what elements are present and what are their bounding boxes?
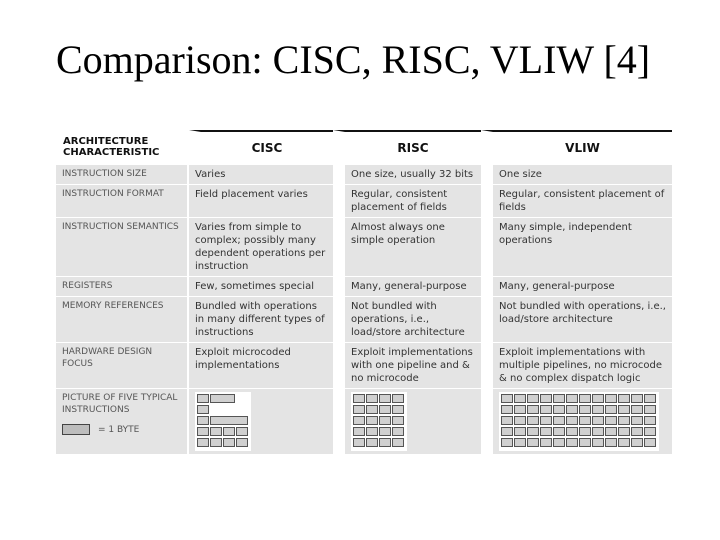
byte-cell [527, 394, 539, 403]
byte-cell [501, 416, 513, 425]
byte-cell [379, 416, 391, 425]
byte-cell [553, 416, 565, 425]
risc-value: One size, usually 32 bits [333, 164, 481, 184]
byte-cell [353, 394, 365, 403]
vliw-value: Regular, consistent placement of fields [481, 184, 672, 217]
risc-value: Many, general-purpose [333, 276, 481, 296]
byte-cell [236, 427, 248, 436]
instruction-bar [353, 438, 405, 448]
byte-cell [566, 427, 578, 436]
table-row [56, 184, 672, 217]
byte-cell [605, 427, 617, 436]
instruction-bar [353, 405, 405, 415]
byte-cell [527, 427, 539, 436]
byte-cell [366, 394, 378, 403]
byte-cell [353, 405, 365, 414]
byte-cell [514, 438, 526, 447]
byte-cell [236, 438, 248, 447]
instruction-bar [501, 427, 657, 437]
byte-cell [197, 416, 209, 425]
byte-cell [392, 416, 404, 425]
cisc-byte-diagram [195, 392, 251, 451]
table-row [56, 296, 672, 342]
byte-cell [210, 394, 235, 403]
byte-cell [631, 416, 643, 425]
byte-cell [618, 438, 630, 447]
byte-cell [392, 405, 404, 414]
byte-cell [353, 416, 365, 425]
risc-byte-diagram [351, 392, 407, 451]
byte-cell [553, 427, 565, 436]
byte-cell [579, 438, 591, 447]
byte-cell [631, 438, 643, 447]
byte-cell [197, 427, 209, 436]
risc-value: Not bundled with operations, i.e., load/store architecture [333, 296, 481, 342]
byte-cell [540, 394, 552, 403]
cisc-value: Varies from simple to complex; possibly many dependent operations per instruction [189, 217, 333, 276]
byte-cell [527, 438, 539, 447]
vliw-instruction-picture [481, 388, 672, 454]
byte-cell [605, 438, 617, 447]
byte-cell [527, 416, 539, 425]
byte-cell [540, 405, 552, 414]
instruction-bar [353, 416, 405, 426]
instruction-bar [197, 427, 249, 437]
byte-cell [605, 394, 617, 403]
byte-cell [527, 405, 539, 414]
byte-cell [366, 427, 378, 436]
table-row [56, 276, 672, 296]
byte-cell [210, 416, 248, 425]
cisc-value: Field placement varies [189, 184, 333, 217]
byte-cell [540, 427, 552, 436]
risc-value: Almost always one simple operation [333, 217, 481, 276]
byte-cell [631, 394, 643, 403]
byte-cell [540, 438, 552, 447]
byte-cell [631, 405, 643, 414]
instruction-bar [197, 394, 249, 404]
vliw-byte-diagram [499, 392, 659, 451]
byte-cell [366, 405, 378, 414]
byte-cell [644, 405, 656, 414]
table-row [56, 217, 672, 276]
byte-legend-label: = 1 BYTE [98, 425, 140, 435]
byte-cell [501, 427, 513, 436]
vliw-value: Exploit implementations with multiple pipelines, no microcode & no complex dispatch logic [481, 342, 672, 388]
byte-cell [618, 405, 630, 414]
byte-cell [379, 394, 391, 403]
table-row [56, 164, 672, 184]
byte-cell [540, 416, 552, 425]
byte-cell [366, 438, 378, 447]
byte-cell [618, 394, 630, 403]
byte-cell [353, 427, 365, 436]
byte-cell [566, 416, 578, 425]
byte-cell [553, 405, 565, 414]
byte-cell [514, 416, 526, 425]
cisc-value: Exploit microcoded implementations [189, 342, 333, 388]
header-cisc: CISC [189, 130, 333, 164]
vliw-value: One size [481, 164, 672, 184]
header-vliw: VLIW [481, 130, 672, 164]
byte-cell [223, 427, 235, 436]
risc-instruction-picture [333, 388, 481, 454]
byte-cell [392, 394, 404, 403]
byte-cell [210, 438, 222, 447]
instruction-bar [501, 438, 657, 448]
byte-cell [644, 438, 656, 447]
picture-row-label-cell [56, 388, 189, 454]
byte-cell [197, 405, 209, 414]
instruction-bar [353, 394, 405, 404]
byte-cell [566, 405, 578, 414]
byte-cell [392, 427, 404, 436]
byte-cell [379, 438, 391, 447]
byte-cell [514, 427, 526, 436]
byte-cell [592, 427, 604, 436]
header-risc: RISC [333, 130, 481, 164]
byte-cell [566, 394, 578, 403]
byte-legend [62, 424, 181, 436]
instruction-bar [197, 416, 249, 426]
header-characteristic: ARCHITECTURE CHARACTERISTIC [56, 130, 189, 164]
byte-cell [592, 394, 604, 403]
byte-cell [579, 416, 591, 425]
byte-cell [605, 405, 617, 414]
byte-cell [644, 427, 656, 436]
byte-cell [644, 416, 656, 425]
row-label: INSTRUCTION SEMANTICS [56, 217, 189, 276]
row-label: HARDWARE DESIGN FOCUS [56, 342, 189, 388]
cisc-value: Few, sometimes special [189, 276, 333, 296]
byte-cell [592, 416, 604, 425]
byte-cell [501, 405, 513, 414]
instruction-bar [353, 427, 405, 437]
byte-cell [553, 438, 565, 447]
comparison-table [56, 130, 672, 454]
cisc-instruction-picture [189, 388, 333, 454]
byte-cell [392, 438, 404, 447]
byte-cell [618, 416, 630, 425]
cisc-value: Bundled with operations in many different types of instructions [189, 296, 333, 342]
vliw-value: Many, general-purpose [481, 276, 672, 296]
byte-cell [223, 438, 235, 447]
byte-cell [566, 438, 578, 447]
instruction-bar [197, 438, 249, 448]
row-label: MEMORY REFERENCES [56, 296, 189, 342]
row-label: REGISTERS [56, 276, 189, 296]
byte-legend-swatch [62, 424, 90, 435]
risc-value: Regular, consistent placement of fields [333, 184, 481, 217]
byte-cell [579, 427, 591, 436]
vliw-value: Many simple, independent operations [481, 217, 672, 276]
risc-value: Exploit implementations with one pipeline and & no microcode [333, 342, 481, 388]
byte-cell [379, 405, 391, 414]
byte-cell [592, 438, 604, 447]
byte-cell [501, 438, 513, 447]
byte-cell [379, 427, 391, 436]
row-label: INSTRUCTION SIZE [56, 164, 189, 184]
byte-cell [579, 394, 591, 403]
byte-cell [592, 405, 604, 414]
row-label: PICTURE OF FIVE TYPICAL INSTRUCTIONS [62, 393, 178, 415]
instruction-bar [501, 416, 657, 426]
cisc-value: Varies [189, 164, 333, 184]
instruction-bar [197, 405, 249, 415]
byte-cell [618, 427, 630, 436]
byte-cell [210, 427, 222, 436]
table-header-row [56, 130, 672, 164]
byte-cell [501, 394, 513, 403]
vliw-value: Not bundled with operations, i.e., load/store architecture [481, 296, 672, 342]
picture-row [56, 388, 672, 454]
byte-cell [631, 427, 643, 436]
byte-cell [197, 438, 209, 447]
byte-cell [514, 405, 526, 414]
instruction-bar [501, 405, 657, 415]
byte-cell [353, 438, 365, 447]
slide-title: Comparison: CISC, RISC, VLIW [4] [56, 37, 651, 82]
byte-cell [579, 405, 591, 414]
byte-cell [605, 416, 617, 425]
byte-cell [514, 394, 526, 403]
instruction-bar [501, 394, 657, 404]
byte-cell [197, 394, 209, 403]
byte-cell [644, 394, 656, 403]
byte-cell [366, 416, 378, 425]
row-label: INSTRUCTION FORMAT [56, 184, 189, 217]
byte-cell [553, 394, 565, 403]
table-row [56, 342, 672, 388]
